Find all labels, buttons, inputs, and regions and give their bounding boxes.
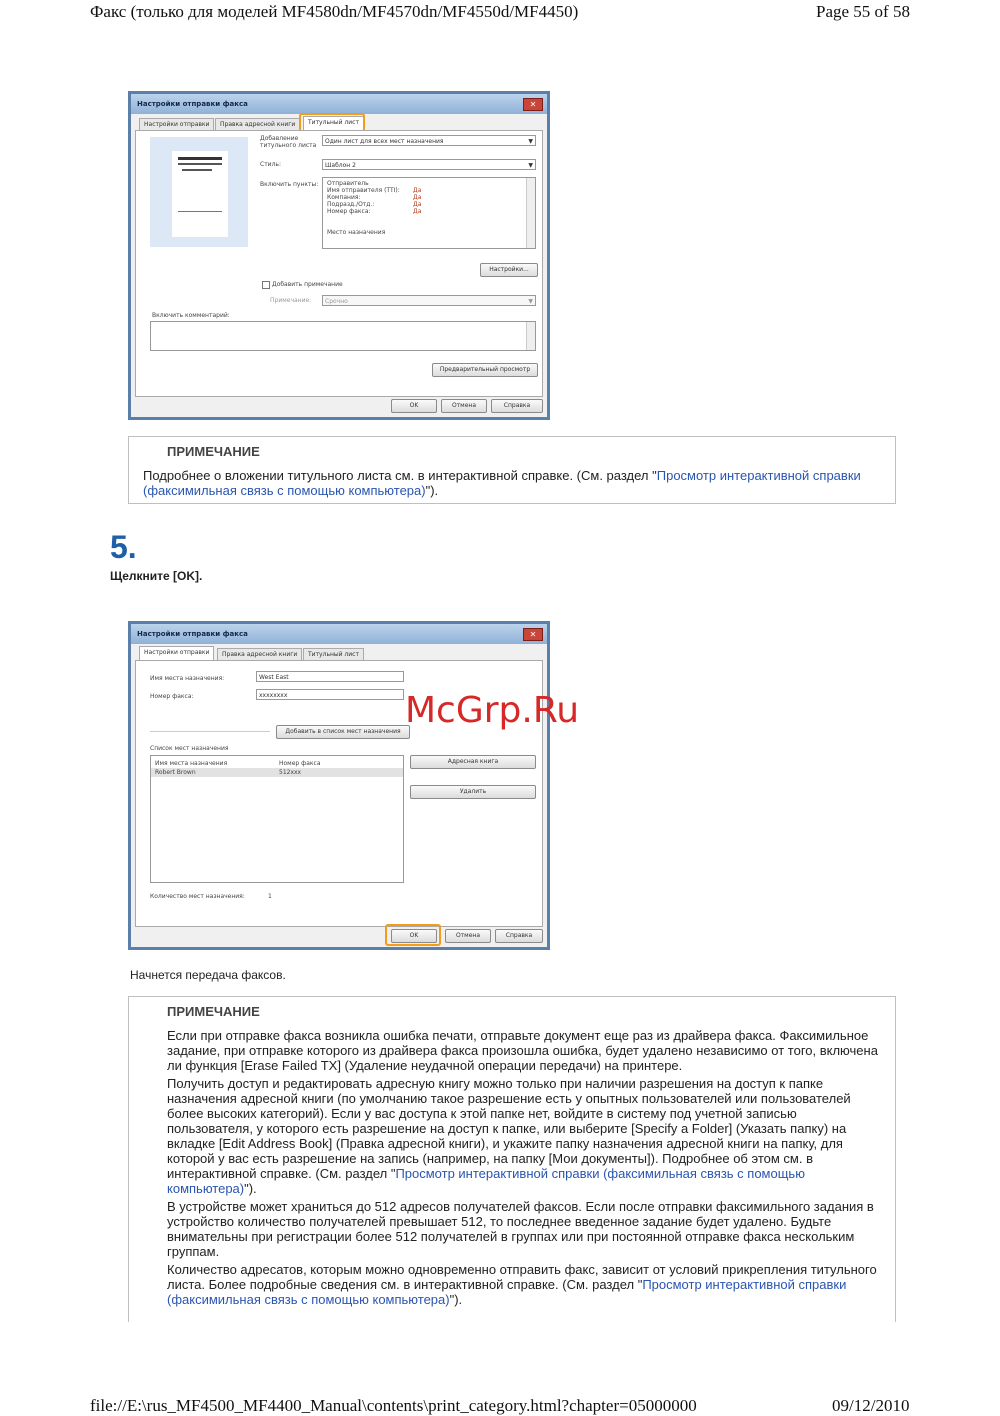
dest-name-label: Имя места назначения: [150,675,225,682]
col-header-fax[interactable]: Номер факса [279,760,321,767]
comment-label: Включить комментарий: [152,312,230,319]
address-book-button[interactable]: Адресная книга [410,755,536,769]
page-thumbnail-icon [172,151,228,237]
dest-count-label: Количество мест назначения: [150,893,245,900]
ok-button[interactable]: OK [391,929,437,943]
cancel-button[interactable]: Отмена [445,929,491,943]
include-items-label: Включить пункты: [260,181,319,188]
note-title: ПРИМЕЧАНИЕ [167,444,260,459]
include-item-value: Да [413,208,422,215]
note-label: Примечание: [270,297,312,304]
cancel-button[interactable]: Отмена [441,399,487,413]
chevron-down-icon: ▼ [528,298,533,305]
include-item-value: Да [413,187,422,194]
note-text-part: "). [244,1181,257,1196]
add-cover-label: Добавление титульного листа [260,135,317,149]
add-note-label: Добавить примечание [272,281,343,288]
note-text-part: Подробнее о вложении титульного листа см. в интерактивной справке. (См. раздел " [143,468,657,483]
scrollbar[interactable] [526,178,535,248]
note-text-part: "). [425,483,439,498]
note-value: Срочно [325,298,348,305]
include-items-list[interactable] [322,177,536,249]
tab-send-settings[interactable]: Настройки отправки [139,646,214,661]
delete-button[interactable]: Удалить [410,785,536,799]
online-help-link[interactable]: Просмотр интерактивной справки (факсимильная связь с помощью компьютера) [167,1277,847,1307]
include-item: Отправитель [327,180,369,187]
note-paragraph [167,1262,881,1307]
add-note-checkbox[interactable] [262,281,270,289]
chevron-down-icon: ▼ [528,162,533,169]
help-button[interactable]: Справка [495,929,543,943]
chevron-down-icon: ▼ [528,138,533,145]
page-footer-path: file://E:\rus_MF4500_MF4400_Manual\contents\print_category.html?chapter=05000000 [90,1396,697,1415]
close-icon[interactable]: ✕ [523,98,543,111]
add-cover-select[interactable] [322,135,536,146]
tab-send-settings[interactable]: Настройки отправки [139,118,214,131]
style-label: Стиль: [260,161,281,168]
note-text-part: "). [449,1292,463,1307]
comment-textarea[interactable] [150,321,536,351]
note-paragraph: В устройстве может храниться до 512 адресов получателей факсов. Если после отправки факсимильного задания в устройство количество получателей превышает 512, то последнее введенное задание будет удалено. Будьте внимательны при регистрации более 512 получателей в группах или при постоянной отправке факса нескольким группам. [167,1199,874,1259]
note-text [143,468,885,498]
table-row[interactable] [151,768,403,777]
dest-name-input[interactable]: West East [256,671,404,682]
style-select[interactable] [322,159,536,170]
tab-edit-address-book[interactable]: Правка адресной книги [215,118,300,131]
tab-cover-sheet[interactable]: Титульный лист [303,648,364,661]
close-icon[interactable]: ✕ [523,628,543,641]
cover-sheet-dialog [128,91,550,420]
result-text: Начнется передача факсов. [130,968,286,982]
help-button[interactable]: Справка [491,399,543,413]
include-item-value: Да [413,201,422,208]
watermark-logo: McGrp.Ru [405,690,580,731]
dialog-title: Настройки отправки факса [137,100,248,108]
online-help-link[interactable]: Просмотр интерактивной справки (факсимильная связь с помощью компьютера) [143,468,861,498]
preview-button[interactable]: Предварительный просмотр [432,363,538,377]
cover-preview [150,137,248,247]
style-value: Шаблон 2 [325,162,356,169]
divider [150,731,270,732]
note-select[interactable] [322,295,536,306]
dest-list-label: Список мест назначения [150,745,229,752]
include-item: Подразд./Отд.: [327,201,375,208]
note-title: ПРИМЕЧАНИЕ [167,1004,260,1019]
tab-cover-sheet[interactable]: Титульный лист [303,116,364,131]
include-item: Имя отправителя (TTI): [327,187,400,194]
page-header-title: Факс (только для моделей MF4580dn/MF4570dn/MF4550d/MF4450) [90,2,579,21]
include-item: Номер факса: [327,208,371,215]
dialog-title: Настройки отправки факса [137,630,248,638]
include-item-value: Да [413,194,422,201]
add-cover-value: Один лист для всех мест назначения [325,138,444,145]
online-help-link[interactable]: Просмотр интерактивной справки (факсимильная связь с помощью компьютера) [167,1166,805,1196]
cover-sheet-panel [135,130,543,397]
dialog-titlebar [131,624,547,644]
ok-highlight [385,924,441,946]
scrollbar[interactable] [526,322,535,350]
note-box [128,436,896,504]
note-text-part: Количество адресатов, которым можно одновременно отправить факс, зависит от условий прикрепления титульного листа. Более подробные сведения см. в интерактивной справке. (См. раздел " [167,1262,877,1292]
fax-number-label: Номер факса: [150,693,194,700]
step-instruction: Щелкните [OK]. [110,569,203,583]
fax-number-input[interactable]: xxxxxxxx [256,689,404,700]
note-box [128,996,896,1322]
include-item: Место назначения [327,229,386,236]
note-paragraph [167,1076,881,1196]
settings-button[interactable]: Настройки... [480,263,538,277]
add-to-list-button[interactable]: Добавить в список мест назначения [276,725,410,739]
send-settings-dialog [128,621,550,950]
step-number: 5. [110,529,137,565]
tab-edit-address-book[interactable]: Правка адресной книги [217,648,302,661]
row-name: Robert Brown [155,769,196,776]
note-text-part: Получить доступ и редактировать адресную книгу можно только при наличии разрешения на доступ к папке назначения адресной книги (по умолчанию такое разрешение есть у опытных пользователей или пользователей более высоких категорий). Если у вас доступа к этой папке нет, войдите в систему под учетной записью пользователя, у которого есть разрешение на доступ к папке, или выберите [Specify a Folder] (Указать папку) на вкладке [Edit Address Book] (Правка адресной книги), и укажите папку назначения адресной книги на папку, для которой у вас есть разрешение на запись (например, на папку [Мои документы]). Подробнее об этом см. в интерактивной справке. (См. раздел " [167,1076,851,1181]
dialog-titlebar [131,94,547,114]
ok-button[interactable]: OK [391,399,437,413]
page-footer-date: 09/12/2010 [832,1396,910,1415]
dest-count-value: 1 [268,893,272,900]
include-item: Компания: [327,194,361,201]
note-paragraph: Если при отправке факса возникла ошибка печати, отправьте документ еще раз из драйвера факса. Факсимильное задание, при отправке которого из драйвера факса произошла ошибка, будет удалено независимо от того, включена ли функция [Erase Failed TX] (Удаление неудачной операции передачи) на принтере. [167,1028,878,1073]
col-header-name[interactable]: Имя места назначения [155,760,228,767]
page-number: Page 55 of 58 [816,2,910,21]
row-fax: 512xxx [279,769,302,776]
dest-list[interactable] [150,755,404,883]
